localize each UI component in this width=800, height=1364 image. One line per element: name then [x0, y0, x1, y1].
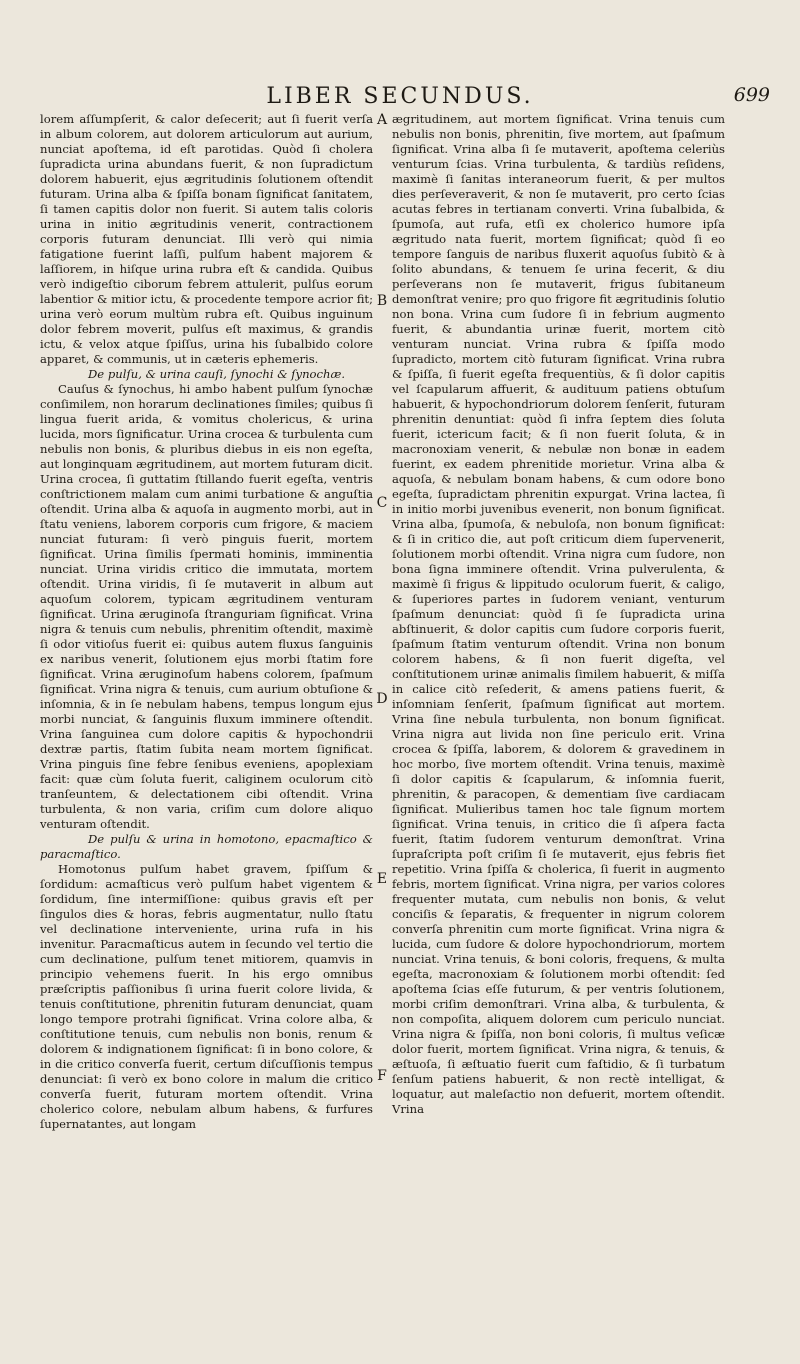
left-column — [40, 112, 373, 1132]
margin-letter-e: E — [376, 871, 388, 887]
margin-letter-a: A — [376, 112, 388, 128]
margin-letter-b: B — [376, 293, 388, 309]
section-heading: De pulſu & urina in homotono, epacmaſtico & paracmaſtico. — [40, 832, 373, 861]
section-heading: De pulſu, & urina cauſi, ſynochi & ſynochæ. — [88, 367, 346, 381]
running-title: LIBER SECUNDUS. — [266, 84, 534, 109]
paragraph: Cauſus & ſynochus, hi ambo habent pulſum ſynochæ conſimilem, non horarum declinationes ſimiles; quibus ſi lingua fuerit arida, & vomitus cholericus, & urina lucida, mors ſignificatur. Urina crocea & turbulenta cum nebulis non bonis, & pluribus diebus in eis non egeſta, aut longinquam ægritudinem, aut mortem futuram dicit. Urina crocea, ſi guttatim ſtillando fuerit egeſta, ventris conſtrictionem malam cum animi turbatione & anguſtia oſtendit. Urina alba & aquoſa in augmento morbi, aut in ſtatu veniens, laborem corporis cum frigore, & maciem nunciat futuram: ſi verò pinguis fuerit, mortem ſignificat. Urina ſimilis ſpermati hominis, imminentia nunciat. Urina viridis critico die immutata, mortem oſtendit. Urina viridis, ſi ſe mutaverit in album aut aquoſum colorem, typicam ægritudinem venturam ſignificat. Urina æruginoſa ſtranguriam ſignificat. Vrina nigra & tenuis cum nebulis, phrenitim oſtendit, maximè ſi odor vitioſus fuerit ei: quibus autem fluxus ſanguinis ex naribus venerit, ſolutionem ejus morbi ſtatim fore ſignificat. Vrina æruginoſum habens colorem, ſpaſmum ſignificat. Vrina nigra & tenuis, cum aurium obtuſione & inſomnia, & in ſe nebulam habens, tempus longum ejus morbi nunciat, & ſanguinis fluxum imminere oſtendit. Vrina ſanguinea cum dolore capitis & hypochondrii dextræ partis, ſtatim ſubita neam mortem ſignificat. Vrina pinguis ſine febre ſenibus eveniens, apoplexiam facit: quæ cùm ſoluta fuerit, caliginem oculorum citò tranſeuntem, & delectationem cibi oſtendit. Vrina turbulenta, & non varia, criſim cum dolore aliquo venturam oſtendit. — [40, 382, 373, 831]
page-number: 699 — [733, 84, 770, 106]
paragraph: ægritudinem, aut mortem ſignificat. Vrina tenuis cum nebulis non bonis, phrenitin, ſive mortem, aut ſpaſmum ſignificat. Vrina alba ſi ſe mutaverit, apoſtema celeriùs venturum ſcias. Vrina turbulenta, & tardiùs reſidens, maximè ſi ſanitas interaneorum fuerit, & per multos dies perſeveraverit, & non ſe mutaverit, pro certo ſcias acutas febres in tertianam converti. Vrina ſubalbida, & ſpumoſa, aut rufa, etſi ex cholerico humore ipſa ægritudo nata fuerit, mortem ſignificat; quòd ſi eo tempore ſanguis de naribus fluxerit aquoſus ſubitò & à ſolito abundans, & tenuem ſe urina fecerit, & diu perſeverans non ſe mutaverit, frigus ſubitaneum demonſtrat venire; pro quo frigore fit ægritudinis ſolutio non bona. Vrina cum ſudore ſi in febrium augmento fuerit, & abundantia urinæ fuerit, mortem citò venturam nunciat. Vrina rubra & ſpiſſa modo ſupradicto, mortem citò futuram ſignificat. Vrina rubra & ſpiſſa, ſi fuerit egeſta frequentiùs, & ſi dolor capitis vel ſcapularum affuerit, & audituum patiens obtuſum habuerit, & hypochondriorum dolorem ſenſerit, futuram phrenitin denuntiat: quòd ſi infra ſeptem dies ſoluta fuerit, ictericum facit; & ſi non fuerit ſoluta, & in macronoxiam venerit, & nebulæ non bonæ in eadem fuerint, ex eadem phrenitide morietur. Vrina alba & aquoſa, & nebulam bonam habens, & cum odore bono egeſta, ſupradictam phrenitin expurgat. Vrina lactea, ſi in initio morbi juvenibus evenerit, non bonum ſignificat. Vrina alba, ſpumoſa, & nebuloſa, non bonum ſignificat: & ſi in critico die, aut poſt criticum diem ſupervenerit, ſolutionem morbi oſtendit. Vrina nigra cum ſudore, non bona ſigna imminere oſtendit. Vrina pulverulenta, & maximè ſi frigus & lippitudo oculorum fuerit, & caligo, & ſuperiores partes in ſudorem veniant, venturum ſpaſmum denunciat: quòd ſi ſe ſupradicta urina abſtinuerit, & dolor capitis cum ſudore corporis fuerit, ſpaſmum ſtatim venturum oſtendit. Vrina non bonum colorem habens, & ſi non fuerit digeſta, vel conſtitutionem urinæ animalis ſimilem habuerit, & miſſa in calice citò reſederit, & amens patiens fuerit, & inſomniam ſenſerit, ſpaſmum ſignificat aut mortem. Vrina ſine nebula turbulenta, non bonum ſignificat. Vrina nigra aut livida non ſine periculo erit. Vrina crocea & ſpiſſa, laborem, & dolorem & gravedinem in hoc morbo, ſive mortem oſtendit. Vrina tenuis, maximè ſi dolor capitis & ſcapularum, & inſomnia fuerit, phrenitin, & paracopen, & dementiam ſive cardiacam ſignificat. Mulieribus tamen hoc tale ſignum mortem ſignificat. Vrina tenuis, in critico die ſi aſpera facta fuerit, ſtatim ſudorem venturum demonſtrat. Vrina ſupraſcripta poſt criſim ſi ſe mutaverit, ejus febris fiet repetitio. Vrina ſpiſſa & cholerica, ſi fuerit in augmento febris, mortem ſignificat. Vrina nigra, per varios colores frequenter mutata, cum nebulis non bonis, & velut conciſis & ſeparatis, & frequenter in nigrum colorem converſa phrenitin cum morte ſignificat. Vrina nigra & lucida, cum ſudore & dolore hypochondriorum, mortem nunciat. Vrina tenuis, & boni coloris, frequens, & multa egeſta, macronoxiam & ſolutionem morbi oſtendit: ſed apoſtema ſcias eſſe futurum, & per ventris ſolutionem, morbi criſim demonſtrari. Vrina alba, & turbulenta, & non compoſita, aliquem dolorem cum periculo nunciat. Vrina nigra & ſpiſſa, non boni coloris, ſi multus veſicæ dolor fuerit, mortem ſignificat. Vrina nigra, & tenuis, & æſtuoſa, ſi æſtuatio fuerit cum faſtidio, & ſi turbatum ſenſum patiens habuerit, & non rectè intelligat, & loquatur, aut maleſactio non defuerit, mortem oſtendit. Vrina — [392, 112, 725, 1116]
paragraph: Homotonus pulſum habet gravem, ſpiſſum & ſordidum: acmaſticus verò pulſum habet vigentem & ſordidum, ſine intermiſſione: quibus gravis eſt per ſingulos dies & horas, febris augmentatur, nullo ſtatu vel declinatione interveniente, urina rufa in his invenitur. Paracmaſticus autem in ſecundo vel tertio die cum declinatione, pulſum tenet mitiorem, quamvis in principio vehemens fuerit. In his ergo omnibus præſcriptis paſſionibus ſi urina fuerit colore livida, & tenuis conſtitutione, phrenitin futuram denunciat, quam longo tempore protrahi ſignificat. Vrina colore alba, & conſtitutione tenuis, cum nebulis non bonis, renum & dolorem & indignationem ſignificat: ſi in bono colore, & in die critico converſa fuerit, certum diſcuſſionis tempus denunciat: ſi verò ex bono colore in malum die critico converſa fuerit, futuram mortem oſtendit. Vrina cholerico colore, nebulam album habens, & furfures ſupernatantes, aut longam — [40, 862, 373, 1131]
margin-letter-c: C — [376, 495, 388, 511]
running-head — [0, 84, 800, 110]
right-column — [392, 112, 725, 1117]
margin-letter-f: F — [377, 1068, 387, 1084]
margin-letter-d: D — [376, 691, 388, 707]
paragraph: lorem aſſumpſerit, & calor deſecerit; aut ſi fuerit verſa in album colorem, aut dolorem articulorum aut aurium, nunciat apoſtema, id eſt parotidas. Quòd ſi cholera ſupradicta urina abundans fuerit, & non ſupradictum dolorem habuerit, ejus ægritudinis ſolutionem oſtendit futuram. Urina alba & ſpiſſa bonam ſignificat ſanitatem, ſi tamen capitis dolor non fuerit. Si autem talis coloris urina in initio ægritudinis venerit, contractionem corporis futuram denunciat. Illi verò qui nimia fatigatione fuerint laſſi, pulſum habent majorem & laſſiorem, in hiſque urina rubra eſt & candida. Quibus verò indigeſtio ciborum febrem attulerit, pulſus eorum labentior & mitior ictu, & procedente tempore acrior fit; urina verò eorum multùm rubra eſt. Quibus inguinum dolor febrem moverit, pulſus eſt maximus, & grandis ictu, & velox atque ſpiſſus, urina his ſubalbido colore apparet, & communis, ut in cæteris ephemeris. — [40, 112, 373, 366]
